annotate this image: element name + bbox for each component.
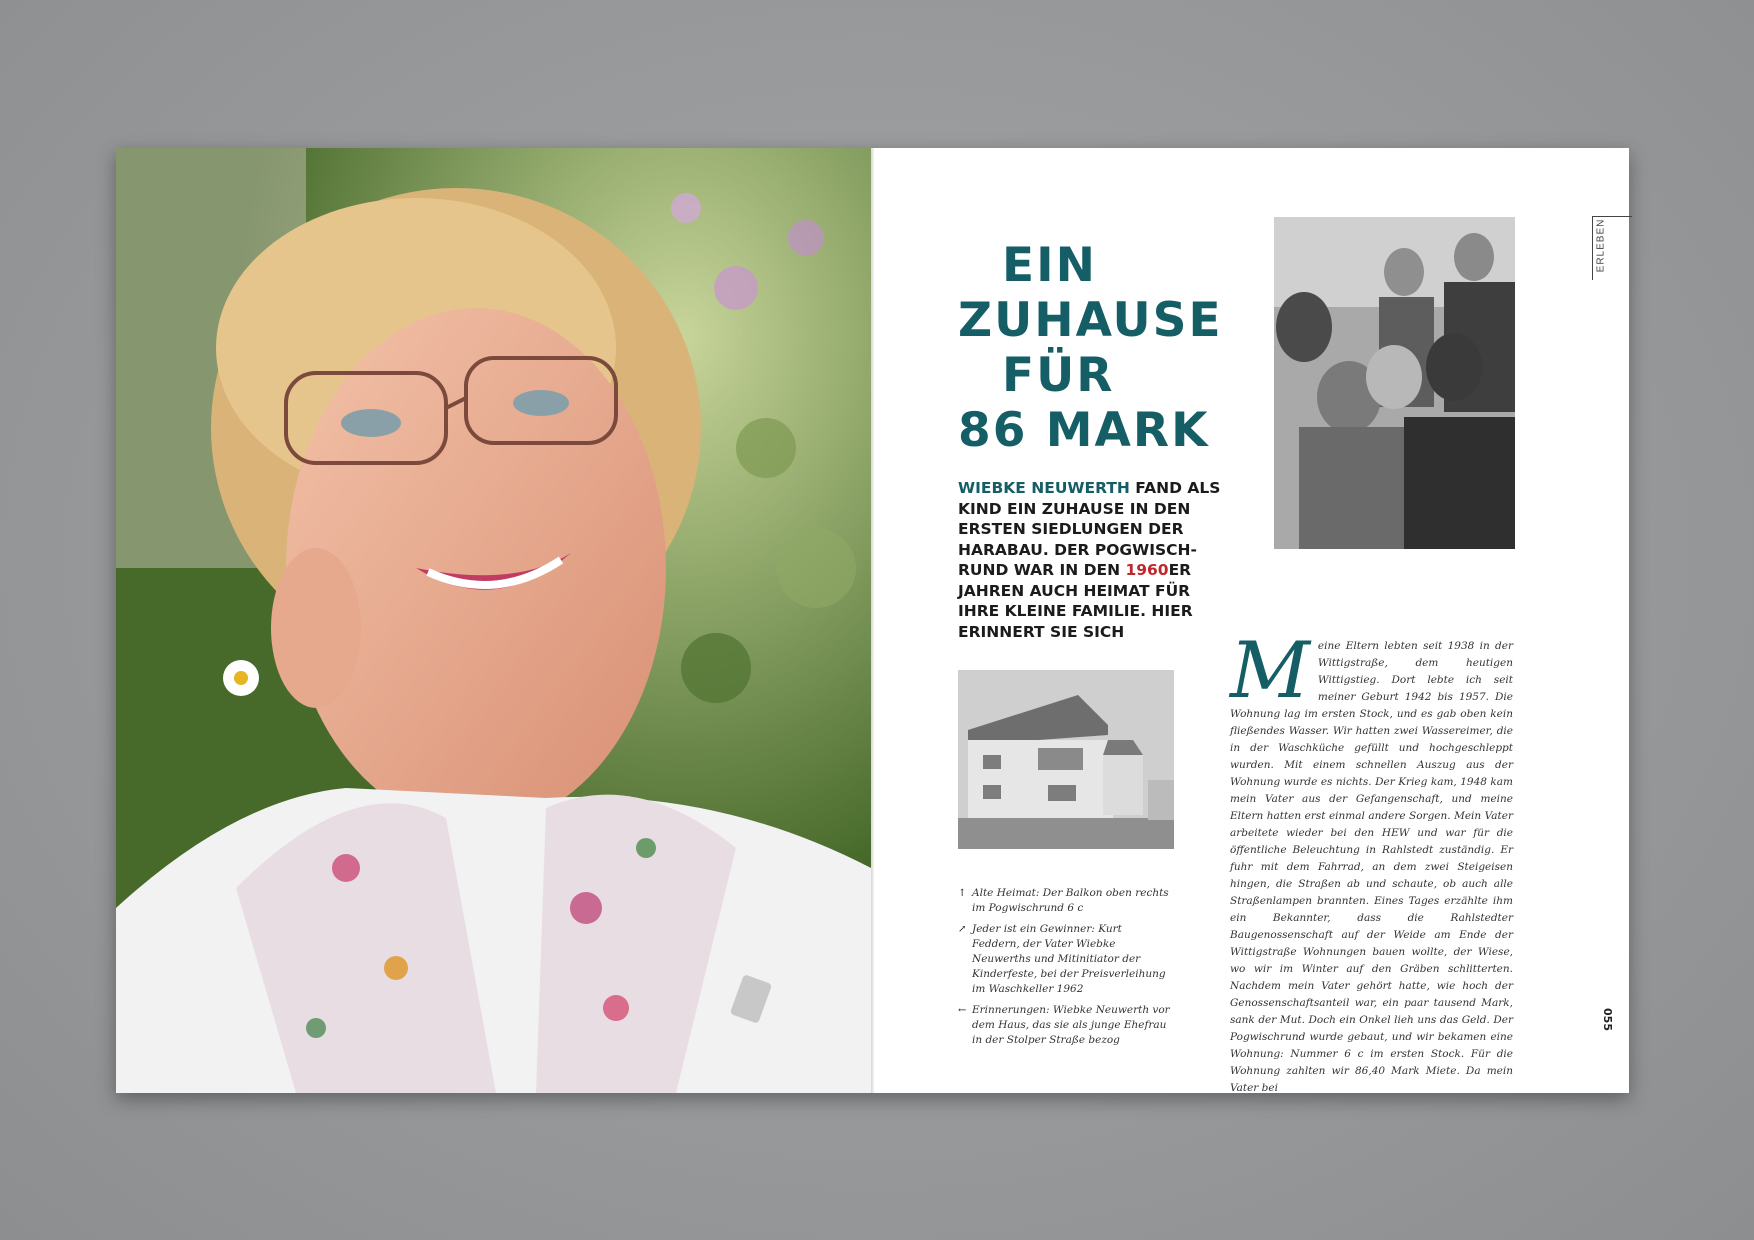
arrow-up-icon: ↑ xyxy=(958,888,967,899)
page-number: 055 xyxy=(1600,1008,1614,1031)
caption-1 xyxy=(958,886,1170,916)
arrow-up-right-icon: ↗ xyxy=(958,924,967,935)
title-line-1: EIN xyxy=(1002,238,1097,293)
title-line-4: 86 MARK xyxy=(958,403,1210,458)
section-vertical-rule xyxy=(1592,216,1593,280)
right-page xyxy=(874,148,1629,1093)
caption-text: Alte Heimat: Der Balkon oben rechts im Pogwischrund 6 c xyxy=(972,887,1169,914)
title-line-3: FÜR xyxy=(1002,348,1115,403)
lead-part-1: FAND ALS KIND EIN ZUHAUSE IN DEN ERSTEN SIEDLUNGEN DER HARABAU. DER POGWISCHRUND WAR IN DEN xyxy=(958,479,1221,579)
article-body xyxy=(1230,626,1513,1097)
drop-cap: M xyxy=(1230,626,1310,716)
article-lead xyxy=(958,478,1228,642)
magazine-spread xyxy=(116,148,1629,1093)
lead-name: WIEBKE NEUWERTH xyxy=(958,479,1130,497)
photo-house xyxy=(958,670,1174,849)
body-text: eine Eltern lebten seit 1938 in der Wittigstraße, dem heutigen Wittigstieg. Dort lebte ich seit meiner Geburt 1942 bis 1957. Die Wohnung lag im ersten Stock, und es gab oben kein fließendes Wasser. Wir hatten zwei Wassereimer, die in der Waschküche gefüllt und hochgeschleppt wurden. Mit einem schnellen Auszug aus der Wohnung wurde es nichts. Der Krieg kam, 1948 kam mein Vater aus der Gefangenschaft, und meine Eltern hatten erst einmal andere Sorgen. Mein Vater arbeitete wieder bei den HEW und war für die öffentliche Beleuchtung in Rahlstedt zuständig. Er fuhr mit dem Fahrrad, an dem zwei Steigeisen hingen, die Straßen ab und schaute, ob auch alle Straßenlampen brannten. Eines Tages erzählte ihm ein Bekannter, dass die Rahlstedter Baugenossenschaft auf der Weide am Ende der Wittigstraße Wohnungen bauen wollte, der Wiese, wo wir im Winter auf den Gräben schlitterten. Nachdem mein Vater gehört hatte, wie hoch der Genossenschaftsanteil war, ein paar tausend Mark, sank der Mut. Doch ein Onkel lieh uns das Geld. Der Pogwischrund wurde gebaut, und wir bekamen eine Wohnung: Nummer 6 c im ersten Stock. Für die Wohnung zahlten wir 86,40 Mark Miete. Da mein Vater bei xyxy=(1230,640,1513,1094)
photo-captions xyxy=(958,886,1170,1054)
caption-text: Jeder ist ein Gewinner: Kurt Feddern, der Vater Wiebke Neuwerths und Mitinitiator der Kinderfeste, bei der Preisverleihung im Waschkeller 1962 xyxy=(972,923,1166,995)
article-title xyxy=(958,238,1223,458)
lead-year: 1960 xyxy=(1125,561,1169,579)
section-label: ERLEBEN xyxy=(1595,218,1607,273)
lead-part-2: ER JAHREN AUCH HEIMAT FÜR IHRE KLEINE FAMILIE. HIER ERINNERT SIE SICH xyxy=(958,561,1193,641)
caption-text: Erinnerungen: Wiebke Neuwerth vor dem Haus, das sie als junge Ehefrau in der Stolper Straße bezog xyxy=(972,1004,1170,1046)
caption-3 xyxy=(958,1003,1170,1048)
photo-award-ceremony xyxy=(1274,217,1515,549)
left-page xyxy=(116,148,871,1093)
title-line-2: ZUHAUSE xyxy=(958,293,1223,348)
section-rule xyxy=(1592,216,1632,217)
arrow-left-icon: ← xyxy=(958,1005,967,1016)
caption-2 xyxy=(958,922,1170,997)
